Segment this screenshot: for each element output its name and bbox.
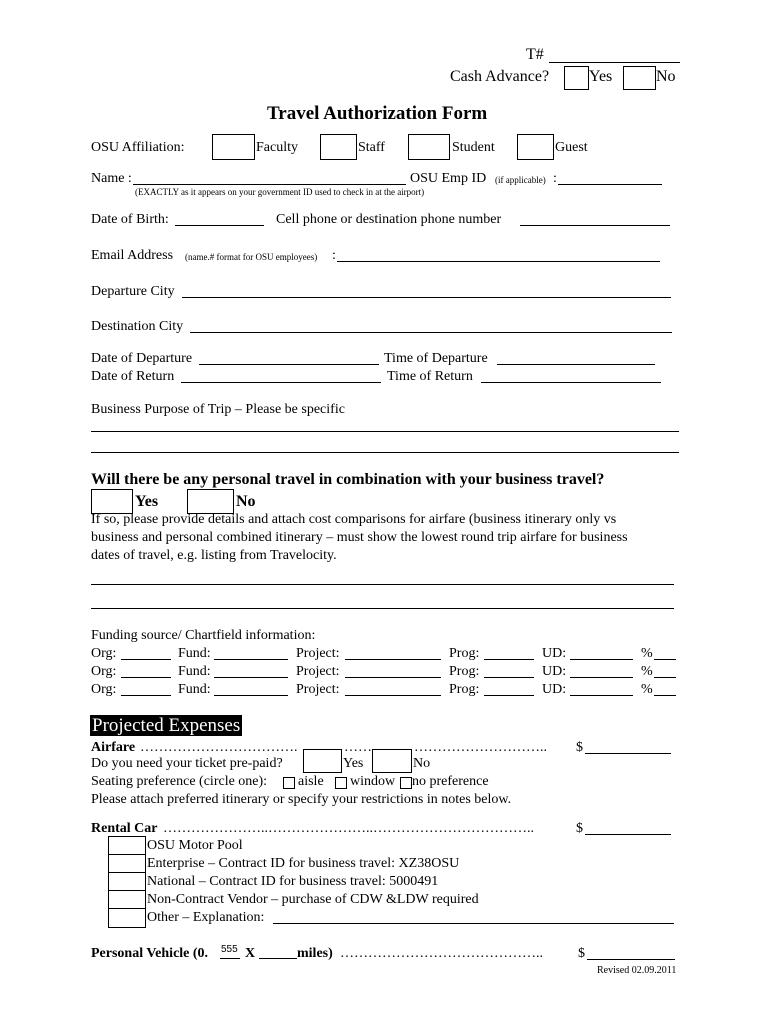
funding-label: Funding source/ Chartfield information: [91,628,316,643]
student-label: Student [452,140,495,155]
airfare-amount-field[interactable] [585,753,671,754]
name-field[interactable] [133,184,406,185]
org-label: Org: [91,664,117,679]
vehicle-miles-label: miles) [297,946,333,961]
ud-field[interactable] [570,659,633,660]
org-field[interactable] [121,659,171,660]
project-label: Project: [296,646,340,661]
window-checkbox[interactable] [335,777,347,789]
departure-time-field[interactable] [497,364,655,365]
return-date-label: Date of Return [91,369,175,384]
email-colon: : [332,248,336,263]
ud-label: UD: [542,664,567,679]
email-field[interactable] [337,261,660,262]
destination-city-label: Destination City [91,319,184,334]
cash-advance-yes-label: Yes [589,68,613,85]
email-label: Email Address [91,248,174,263]
staff-checkbox[interactable] [320,134,357,160]
enterprise-checkbox[interactable] [108,854,146,874]
seating-label: Seating preference (circle one): [91,774,268,789]
fund-label: Fund: [178,664,211,679]
t-number-label: T# [526,46,544,63]
t-number-field[interactable] [549,62,680,63]
fund-field[interactable] [214,677,288,678]
percent-field[interactable] [654,659,676,660]
other-label: Other – Explanation: [147,910,265,925]
name-label: Name : [91,171,132,186]
percent-label: % [641,646,653,661]
departure-date-label: Date of Departure [91,351,193,366]
airfare-dots-2: …… [344,740,372,755]
prepaid-question: Do you need your ticket pre-paid? [91,756,283,771]
rental-dots: …………………..…………………..…………………………….. [163,821,534,836]
faculty-label: Faculty [256,140,298,155]
prog-label: Prog: [449,682,480,697]
vehicle-x: X [245,946,256,961]
prepaid-yes-label: Yes [343,756,364,771]
emp-id-colon: : [553,171,557,186]
cash-advance-no-label: No [656,68,676,85]
departure-time-label: Time of Departure [384,351,488,366]
prepaid-no-label: No [413,756,431,771]
purpose-line-1[interactable] [91,431,679,432]
cash-advance-no-checkbox[interactable] [623,66,656,90]
fund-label: Fund: [178,682,211,697]
airfare-dots-1: ……………………………. [140,740,298,755]
percent-field[interactable] [654,677,676,678]
prepaid-yes-checkbox[interactable] [303,749,342,773]
personal-line-1[interactable] [91,584,674,585]
project-field[interactable] [345,659,441,660]
org-field[interactable] [121,677,171,678]
vehicle-rate-field[interactable] [220,958,240,959]
emp-id-note: (if applicable) [495,175,546,185]
projected-expenses-heading: Projected Expenses [92,715,241,736]
emp-id-field[interactable] [558,184,662,185]
purpose-line-2[interactable] [91,452,679,453]
project-label: Project: [296,664,340,679]
vehicle-label: Personal Vehicle (0. [91,946,209,961]
dob-field[interactable] [175,225,264,226]
aisle-label: aisle [298,774,324,789]
vehicle-rate: 555 [221,944,238,955]
national-checkbox[interactable] [108,872,146,892]
guest-checkbox[interactable] [517,134,554,160]
personal-details-1: If so, please provide details and attach cost comparisons for airfare (business itinerary only vs [91,512,617,527]
faculty-checkbox[interactable] [212,134,255,160]
percent-label: % [641,664,653,679]
prog-label: Prog: [449,646,480,661]
return-time-label: Time of Return [387,369,473,384]
vehicle-amount-field[interactable] [587,959,675,960]
other-checkbox[interactable] [108,908,146,928]
personal-details-2: business and personal combined itinerary – must show the lowest round trip airfare for business [91,530,628,545]
ud-label: UD: [542,646,567,661]
return-time-field[interactable] [481,382,661,383]
return-date-field[interactable] [181,382,381,383]
fund-label: Fund: [178,646,211,661]
email-note: (name.# format for OSU employees) [185,252,318,262]
personal-no-checkbox[interactable] [187,489,234,514]
prog-label: Prog: [449,664,480,679]
dob-label: Date of Birth: [91,212,169,227]
destination-city-field[interactable] [190,332,672,333]
personal-yes-label: Yes [135,493,159,510]
motor-pool-checkbox[interactable] [108,836,146,856]
student-checkbox[interactable] [408,134,450,160]
affiliation-label: OSU Affiliation: [91,140,185,155]
fund-field[interactable] [214,695,288,696]
airfare-dots-3: ……………………….. [414,740,547,755]
non-contract-label: Non-Contract Vendor – purchase of CDW &LDW required [147,892,479,907]
rental-amount-field[interactable] [585,834,671,835]
org-field[interactable] [121,695,171,696]
vehicle-miles-field[interactable] [259,958,297,959]
org-label: Org: [91,646,117,661]
name-note: (EXACTLY as it appears on your government ID used to check in at the airport) [135,187,425,197]
personal-yes-checkbox[interactable] [91,489,133,514]
revised-date: Revised 02.09.2011 [597,965,677,976]
project-field[interactable] [345,677,441,678]
form-title: Travel Authorization Form [267,103,488,124]
vehicle-dollar: $ [578,946,585,961]
departure-city-field[interactable] [182,297,671,298]
cash-advance-yes-checkbox[interactable] [564,66,589,90]
fund-field[interactable] [214,659,288,660]
no-preference-checkbox[interactable] [400,777,412,789]
prepaid-no-checkbox[interactable] [372,749,412,773]
no-preference-label: no preference [412,774,489,789]
ud-label: UD: [542,682,567,697]
percent-field[interactable] [654,695,676,696]
personal-no-label: No [236,493,256,510]
prog-field[interactable] [484,677,534,678]
airfare-dollar: $ [576,740,583,755]
phone-label: Cell phone or destination phone number [276,212,502,227]
percent-label: % [641,682,653,697]
rental-dollar: $ [576,821,583,836]
aisle-checkbox[interactable] [283,777,295,789]
personal-line-2[interactable] [91,608,674,609]
guest-label: Guest [555,140,588,155]
vehicle-dots: …………………………………….. [340,946,543,961]
purpose-label: Business Purpose of Trip – Please be specific [91,402,345,417]
itinerary-note: Please attach preferred itinerary or specify your restrictions in notes below. [91,792,512,807]
project-field[interactable] [345,695,441,696]
motor-pool-label: OSU Motor Pool [147,838,243,853]
ud-field[interactable] [570,695,633,696]
window-label: window [350,774,396,789]
enterprise-label: Enterprise – Contract ID for business travel: XZ38OSU [147,856,460,871]
prog-field[interactable] [484,695,534,696]
ud-field[interactable] [570,677,633,678]
other-explanation-field[interactable] [273,923,674,924]
national-label: National – Contract ID for business travel: 5000491 [147,874,439,889]
prog-field[interactable] [484,659,534,660]
phone-field[interactable] [520,225,670,226]
project-label: Project: [296,682,340,697]
emp-id-label: OSU Emp ID [410,171,487,186]
org-label: Org: [91,682,117,697]
non-contract-checkbox[interactable] [108,890,146,910]
departure-date-field[interactable] [199,364,379,365]
personal-travel-question: Will there be any personal travel in combination with your business travel? [91,471,605,488]
airfare-label: Airfare [91,740,136,755]
personal-details-3: dates of travel, e.g. listing from Travelocity. [91,548,337,563]
staff-label: Staff [358,140,385,155]
departure-city-label: Departure City [91,284,175,299]
cash-advance-label: Cash Advance? [450,68,550,85]
rental-car-label: Rental Car [91,821,158,836]
